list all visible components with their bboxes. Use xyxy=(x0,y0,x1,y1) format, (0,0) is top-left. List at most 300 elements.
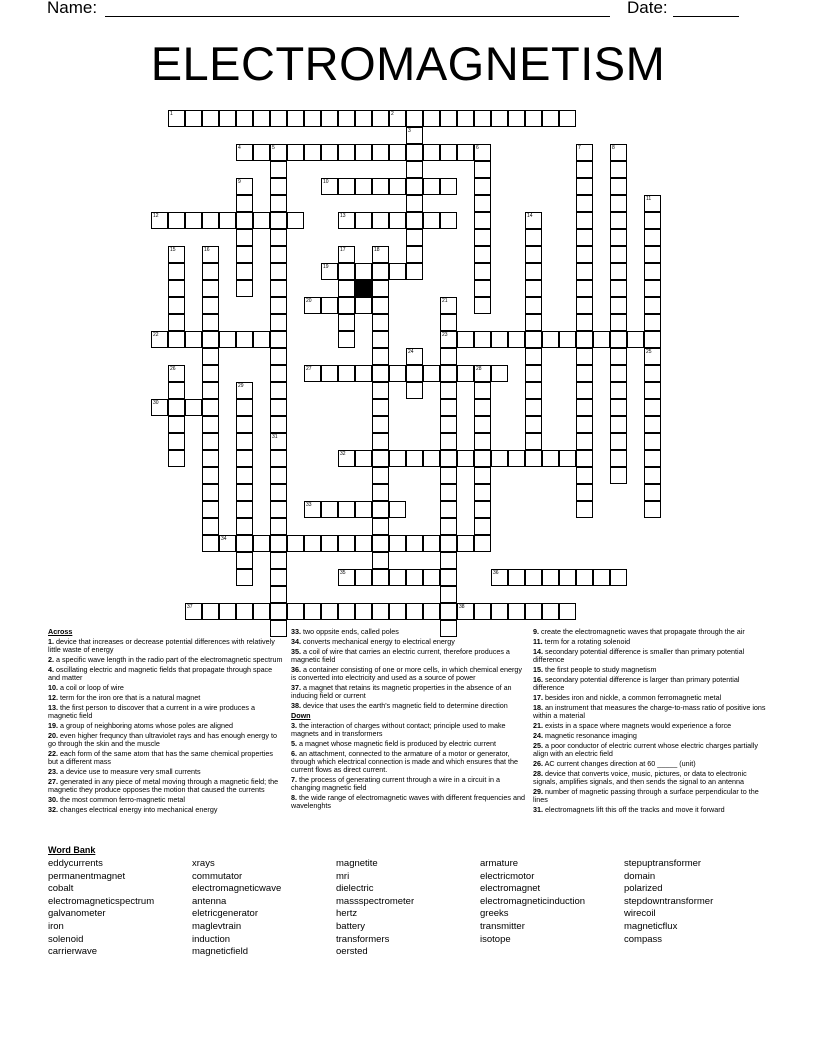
puzzle-cell[interactable] xyxy=(474,501,491,518)
puzzle-cell[interactable] xyxy=(236,569,253,586)
puzzle-cell[interactable] xyxy=(474,246,491,263)
puzzle-cell[interactable] xyxy=(440,450,457,467)
puzzle-cell[interactable] xyxy=(202,399,219,416)
puzzle-cell[interactable] xyxy=(474,518,491,535)
puzzle-cell[interactable] xyxy=(168,314,185,331)
puzzle-cell[interactable] xyxy=(270,603,287,620)
puzzle-cell[interactable] xyxy=(525,263,542,280)
puzzle-cell[interactable] xyxy=(304,144,321,161)
puzzle-cell[interactable] xyxy=(525,433,542,450)
puzzle-cell[interactable] xyxy=(423,110,440,127)
puzzle-cell[interactable] xyxy=(270,229,287,246)
puzzle-cell[interactable] xyxy=(491,603,508,620)
puzzle-cell[interactable] xyxy=(236,399,253,416)
puzzle-cell[interactable] xyxy=(168,110,185,127)
puzzle-cell[interactable] xyxy=(236,484,253,501)
puzzle-cell[interactable] xyxy=(372,348,389,365)
puzzle-cell[interactable] xyxy=(202,433,219,450)
puzzle-cell[interactable] xyxy=(253,212,270,229)
puzzle-cell[interactable] xyxy=(236,416,253,433)
puzzle-cell[interactable] xyxy=(389,535,406,552)
puzzle-cell[interactable] xyxy=(525,399,542,416)
puzzle-cell[interactable] xyxy=(457,331,474,348)
puzzle-cell[interactable] xyxy=(542,603,559,620)
puzzle-cell[interactable] xyxy=(304,110,321,127)
puzzle-cell[interactable] xyxy=(644,331,661,348)
puzzle-cell[interactable] xyxy=(406,535,423,552)
puzzle-cell[interactable] xyxy=(372,433,389,450)
puzzle-cell[interactable] xyxy=(406,229,423,246)
puzzle-cell[interactable] xyxy=(457,450,474,467)
puzzle-cell[interactable] xyxy=(168,382,185,399)
puzzle-cell[interactable] xyxy=(270,110,287,127)
puzzle-cell[interactable] xyxy=(525,212,542,229)
puzzle-cell[interactable] xyxy=(440,365,457,382)
puzzle-cell[interactable] xyxy=(168,331,185,348)
puzzle-cell[interactable] xyxy=(236,450,253,467)
puzzle-cell[interactable] xyxy=(644,195,661,212)
puzzle-cell[interactable] xyxy=(610,365,627,382)
puzzle-cell[interactable] xyxy=(440,144,457,161)
puzzle-cell[interactable] xyxy=(321,297,338,314)
puzzle-cell[interactable] xyxy=(185,603,202,620)
puzzle-cell[interactable] xyxy=(644,382,661,399)
puzzle-cell[interactable] xyxy=(270,263,287,280)
puzzle-cell[interactable] xyxy=(372,314,389,331)
puzzle-cell[interactable] xyxy=(508,331,525,348)
puzzle-cell[interactable] xyxy=(236,229,253,246)
puzzle-cell[interactable] xyxy=(576,399,593,416)
puzzle-cell[interactable] xyxy=(474,178,491,195)
puzzle-cell[interactable] xyxy=(202,416,219,433)
puzzle-cell[interactable] xyxy=(219,535,236,552)
puzzle-cell[interactable] xyxy=(338,535,355,552)
puzzle-cell[interactable] xyxy=(338,603,355,620)
puzzle-cell[interactable] xyxy=(321,535,338,552)
puzzle-cell[interactable] xyxy=(202,246,219,263)
puzzle-cell[interactable] xyxy=(202,535,219,552)
puzzle-cell[interactable] xyxy=(321,603,338,620)
puzzle-cell[interactable] xyxy=(406,569,423,586)
puzzle-cell[interactable] xyxy=(610,433,627,450)
puzzle-cell[interactable] xyxy=(457,535,474,552)
puzzle-cell[interactable] xyxy=(406,450,423,467)
puzzle-cell[interactable] xyxy=(202,331,219,348)
puzzle-cell[interactable] xyxy=(406,110,423,127)
puzzle-cell[interactable] xyxy=(168,399,185,416)
puzzle-cell[interactable] xyxy=(474,263,491,280)
puzzle-cell[interactable] xyxy=(270,586,287,603)
puzzle-cell[interactable] xyxy=(542,331,559,348)
puzzle-cell[interactable] xyxy=(202,501,219,518)
puzzle-cell[interactable] xyxy=(576,450,593,467)
puzzle-cell[interactable] xyxy=(236,110,253,127)
puzzle-cell[interactable] xyxy=(610,144,627,161)
puzzle-cell[interactable] xyxy=(253,110,270,127)
puzzle-cell[interactable] xyxy=(610,195,627,212)
puzzle-cell[interactable] xyxy=(372,552,389,569)
puzzle-cell[interactable] xyxy=(287,535,304,552)
puzzle-cell[interactable] xyxy=(355,535,372,552)
puzzle-cell[interactable] xyxy=(576,229,593,246)
puzzle-cell[interactable] xyxy=(440,110,457,127)
puzzle-cell[interactable] xyxy=(236,433,253,450)
puzzle-cell[interactable] xyxy=(406,246,423,263)
puzzle-cell[interactable] xyxy=(440,501,457,518)
puzzle-cell[interactable] xyxy=(287,110,304,127)
puzzle-cell[interactable] xyxy=(474,399,491,416)
puzzle-cell[interactable] xyxy=(236,280,253,297)
puzzle-cell[interactable] xyxy=(168,297,185,314)
puzzle-cell[interactable] xyxy=(338,365,355,382)
puzzle-cell[interactable] xyxy=(338,450,355,467)
puzzle-cell[interactable] xyxy=(355,569,372,586)
puzzle-cell[interactable] xyxy=(372,603,389,620)
puzzle-cell[interactable] xyxy=(576,212,593,229)
puzzle-cell[interactable] xyxy=(474,365,491,382)
puzzle-cell[interactable] xyxy=(423,365,440,382)
puzzle-cell[interactable] xyxy=(202,110,219,127)
date-field[interactable] xyxy=(673,16,739,17)
puzzle-cell[interactable] xyxy=(644,297,661,314)
puzzle-cell[interactable] xyxy=(270,297,287,314)
puzzle-cell[interactable] xyxy=(185,331,202,348)
puzzle-cell[interactable] xyxy=(355,501,372,518)
puzzle-cell[interactable] xyxy=(440,433,457,450)
puzzle-cell[interactable] xyxy=(202,297,219,314)
puzzle-cell[interactable] xyxy=(610,569,627,586)
puzzle-cell[interactable] xyxy=(644,246,661,263)
puzzle-cell[interactable] xyxy=(151,331,168,348)
puzzle-cell[interactable] xyxy=(559,110,576,127)
puzzle-cell[interactable] xyxy=(610,331,627,348)
puzzle-cell[interactable] xyxy=(610,178,627,195)
puzzle-cell[interactable] xyxy=(576,161,593,178)
puzzle-cell[interactable] xyxy=(525,569,542,586)
puzzle-cell[interactable] xyxy=(270,501,287,518)
puzzle-cell[interactable] xyxy=(559,331,576,348)
puzzle-cell[interactable] xyxy=(321,365,338,382)
puzzle-cell[interactable] xyxy=(338,110,355,127)
puzzle-cell[interactable] xyxy=(440,484,457,501)
puzzle-cell[interactable] xyxy=(576,382,593,399)
puzzle-cell[interactable] xyxy=(457,365,474,382)
puzzle-cell[interactable] xyxy=(491,450,508,467)
puzzle-cell[interactable] xyxy=(372,246,389,263)
puzzle-cell[interactable] xyxy=(372,263,389,280)
puzzle-cell[interactable] xyxy=(440,314,457,331)
puzzle-cell[interactable] xyxy=(372,178,389,195)
puzzle-cell[interactable] xyxy=(202,603,219,620)
puzzle-cell[interactable] xyxy=(372,518,389,535)
puzzle-cell[interactable] xyxy=(610,450,627,467)
puzzle-cell[interactable] xyxy=(576,144,593,161)
puzzle-cell[interactable] xyxy=(491,110,508,127)
puzzle-cell[interactable] xyxy=(168,246,185,263)
puzzle-cell[interactable] xyxy=(576,501,593,518)
puzzle-cell[interactable] xyxy=(474,535,491,552)
puzzle-cell[interactable] xyxy=(474,450,491,467)
puzzle-cell[interactable] xyxy=(355,263,372,280)
puzzle-cell[interactable] xyxy=(338,331,355,348)
puzzle-cell[interactable] xyxy=(474,110,491,127)
puzzle-cell[interactable] xyxy=(253,535,270,552)
puzzle-cell[interactable] xyxy=(576,195,593,212)
puzzle-cell[interactable] xyxy=(644,433,661,450)
puzzle-cell[interactable] xyxy=(525,603,542,620)
puzzle-cell[interactable] xyxy=(508,569,525,586)
puzzle-cell[interactable] xyxy=(236,552,253,569)
puzzle-cell[interactable] xyxy=(270,569,287,586)
puzzle-cell[interactable] xyxy=(474,195,491,212)
puzzle-cell[interactable] xyxy=(525,416,542,433)
puzzle-cell[interactable] xyxy=(202,365,219,382)
puzzle-cell[interactable] xyxy=(338,314,355,331)
puzzle-cell[interactable] xyxy=(389,569,406,586)
puzzle-cell[interactable] xyxy=(168,263,185,280)
puzzle-cell[interactable] xyxy=(440,331,457,348)
puzzle-cell[interactable] xyxy=(644,314,661,331)
puzzle-cell[interactable] xyxy=(219,110,236,127)
puzzle-cell[interactable] xyxy=(372,501,389,518)
puzzle-cell[interactable] xyxy=(270,331,287,348)
puzzle-cell[interactable] xyxy=(474,280,491,297)
puzzle-cell[interactable] xyxy=(202,212,219,229)
puzzle-cell[interactable] xyxy=(236,331,253,348)
puzzle-cell[interactable] xyxy=(406,178,423,195)
puzzle-cell[interactable] xyxy=(423,212,440,229)
puzzle-cell[interactable] xyxy=(270,178,287,195)
puzzle-cell[interactable] xyxy=(576,467,593,484)
puzzle-cell[interactable] xyxy=(372,484,389,501)
puzzle-cell[interactable] xyxy=(355,212,372,229)
puzzle-cell[interactable] xyxy=(219,212,236,229)
puzzle-cell[interactable] xyxy=(525,229,542,246)
puzzle-cell[interactable] xyxy=(491,569,508,586)
puzzle-cell[interactable] xyxy=(423,569,440,586)
puzzle-cell[interactable] xyxy=(287,603,304,620)
puzzle-cell[interactable] xyxy=(202,314,219,331)
puzzle-cell[interactable] xyxy=(270,195,287,212)
puzzle-cell[interactable] xyxy=(372,297,389,314)
puzzle-cell[interactable] xyxy=(253,331,270,348)
puzzle-cell[interactable] xyxy=(406,144,423,161)
puzzle-cell[interactable] xyxy=(321,144,338,161)
puzzle-cell[interactable] xyxy=(236,178,253,195)
puzzle-cell[interactable] xyxy=(423,535,440,552)
puzzle-cell[interactable] xyxy=(270,467,287,484)
puzzle-cell[interactable] xyxy=(610,161,627,178)
puzzle-cell[interactable] xyxy=(253,603,270,620)
puzzle-cell[interactable] xyxy=(576,416,593,433)
puzzle-cell[interactable] xyxy=(491,331,508,348)
puzzle-cell[interactable] xyxy=(457,110,474,127)
puzzle-cell[interactable] xyxy=(508,450,525,467)
puzzle-cell[interactable] xyxy=(253,144,270,161)
puzzle-cell[interactable] xyxy=(168,433,185,450)
puzzle-cell[interactable] xyxy=(644,212,661,229)
puzzle-cell[interactable] xyxy=(610,467,627,484)
puzzle-cell[interactable] xyxy=(440,212,457,229)
puzzle-cell[interactable] xyxy=(440,552,457,569)
puzzle-cell[interactable] xyxy=(389,603,406,620)
puzzle-cell[interactable] xyxy=(525,110,542,127)
puzzle-cell[interactable] xyxy=(202,263,219,280)
puzzle-cell[interactable] xyxy=(440,348,457,365)
puzzle-cell[interactable] xyxy=(270,518,287,535)
puzzle-cell[interactable] xyxy=(610,263,627,280)
puzzle-cell[interactable] xyxy=(610,348,627,365)
puzzle-cell[interactable] xyxy=(644,280,661,297)
puzzle-cell[interactable] xyxy=(423,178,440,195)
puzzle-cell[interactable] xyxy=(525,280,542,297)
puzzle-cell[interactable] xyxy=(372,331,389,348)
puzzle-cell[interactable] xyxy=(270,433,287,450)
puzzle-cell[interactable] xyxy=(542,110,559,127)
puzzle-cell[interactable] xyxy=(236,212,253,229)
puzzle-cell[interactable] xyxy=(355,144,372,161)
puzzle-cell[interactable] xyxy=(576,484,593,501)
puzzle-cell[interactable] xyxy=(338,263,355,280)
puzzle-cell[interactable] xyxy=(406,365,423,382)
puzzle-cell[interactable] xyxy=(644,501,661,518)
puzzle-cell[interactable] xyxy=(644,399,661,416)
puzzle-cell[interactable] xyxy=(338,144,355,161)
puzzle-cell[interactable] xyxy=(202,382,219,399)
puzzle-cell[interactable] xyxy=(389,144,406,161)
puzzle-cell[interactable] xyxy=(202,484,219,501)
puzzle-cell[interactable] xyxy=(440,467,457,484)
puzzle-cell[interactable] xyxy=(372,365,389,382)
puzzle-cell[interactable] xyxy=(610,297,627,314)
puzzle-cell[interactable] xyxy=(508,603,525,620)
puzzle-cell[interactable] xyxy=(474,603,491,620)
puzzle-cell[interactable] xyxy=(474,484,491,501)
puzzle-cell[interactable] xyxy=(236,535,253,552)
puzzle-cell[interactable] xyxy=(576,297,593,314)
puzzle-cell[interactable] xyxy=(440,178,457,195)
puzzle-cell[interactable] xyxy=(610,416,627,433)
puzzle-cell[interactable] xyxy=(491,365,508,382)
puzzle-cell[interactable] xyxy=(338,280,355,297)
puzzle-cell[interactable] xyxy=(389,212,406,229)
puzzle-cell[interactable] xyxy=(525,348,542,365)
puzzle-cell[interactable] xyxy=(576,280,593,297)
puzzle-cell[interactable] xyxy=(644,348,661,365)
puzzle-cell[interactable] xyxy=(270,348,287,365)
puzzle-cell[interactable] xyxy=(576,178,593,195)
puzzle-cell[interactable] xyxy=(593,331,610,348)
puzzle-cell[interactable] xyxy=(474,144,491,161)
puzzle-cell[interactable] xyxy=(270,484,287,501)
puzzle-cell[interactable] xyxy=(372,569,389,586)
puzzle-cell[interactable] xyxy=(610,246,627,263)
puzzle-cell[interactable] xyxy=(236,263,253,280)
puzzle-cell[interactable] xyxy=(576,331,593,348)
puzzle-cell[interactable] xyxy=(389,263,406,280)
puzzle-cell[interactable] xyxy=(542,450,559,467)
puzzle-cell[interactable] xyxy=(168,450,185,467)
puzzle-cell[interactable] xyxy=(304,603,321,620)
puzzle-cell[interactable] xyxy=(525,297,542,314)
puzzle-cell[interactable] xyxy=(474,331,491,348)
puzzle-cell[interactable] xyxy=(236,382,253,399)
puzzle-cell[interactable] xyxy=(610,382,627,399)
puzzle-cell[interactable] xyxy=(338,212,355,229)
puzzle-cell[interactable] xyxy=(644,450,661,467)
puzzle-cell[interactable] xyxy=(610,212,627,229)
puzzle-cell[interactable] xyxy=(440,535,457,552)
puzzle-cell[interactable] xyxy=(542,569,559,586)
puzzle-cell[interactable] xyxy=(236,467,253,484)
puzzle-cell[interactable] xyxy=(270,416,287,433)
puzzle-cell[interactable] xyxy=(389,178,406,195)
puzzle-cell[interactable] xyxy=(270,144,287,161)
puzzle-cell[interactable] xyxy=(304,535,321,552)
puzzle-cell[interactable] xyxy=(474,297,491,314)
puzzle-cell[interactable] xyxy=(372,382,389,399)
puzzle-cell[interactable] xyxy=(151,212,168,229)
puzzle-cell[interactable] xyxy=(423,144,440,161)
puzzle-cell[interactable] xyxy=(202,280,219,297)
puzzle-cell[interactable] xyxy=(423,450,440,467)
puzzle-cell[interactable] xyxy=(355,110,372,127)
puzzle-cell[interactable] xyxy=(525,246,542,263)
puzzle-cell[interactable] xyxy=(440,518,457,535)
puzzle-cell[interactable] xyxy=(406,161,423,178)
puzzle-cell[interactable] xyxy=(440,416,457,433)
puzzle-cell[interactable] xyxy=(559,603,576,620)
puzzle-cell[interactable] xyxy=(236,144,253,161)
puzzle-cell[interactable] xyxy=(151,399,168,416)
puzzle-cell[interactable] xyxy=(644,484,661,501)
puzzle-cell[interactable] xyxy=(338,178,355,195)
puzzle-cell[interactable] xyxy=(236,603,253,620)
puzzle-cell[interactable] xyxy=(474,382,491,399)
puzzle-cell[interactable] xyxy=(270,365,287,382)
puzzle-cell[interactable] xyxy=(440,382,457,399)
puzzle-cell[interactable] xyxy=(440,586,457,603)
puzzle-cell[interactable] xyxy=(270,552,287,569)
puzzle-cell[interactable] xyxy=(474,212,491,229)
puzzle-cell[interactable] xyxy=(474,433,491,450)
puzzle-cell[interactable] xyxy=(576,348,593,365)
puzzle-cell[interactable] xyxy=(525,382,542,399)
puzzle-cell[interactable] xyxy=(576,246,593,263)
puzzle-cell[interactable] xyxy=(236,501,253,518)
puzzle-cell[interactable] xyxy=(423,603,440,620)
puzzle-cell[interactable] xyxy=(644,467,661,484)
puzzle-cell[interactable] xyxy=(372,450,389,467)
puzzle-cell[interactable] xyxy=(440,569,457,586)
puzzle-cell[interactable] xyxy=(644,416,661,433)
puzzle-cell[interactable] xyxy=(406,212,423,229)
puzzle-cell[interactable] xyxy=(321,263,338,280)
puzzle-cell[interactable] xyxy=(304,501,321,518)
puzzle-cell[interactable] xyxy=(406,348,423,365)
puzzle-cell[interactable] xyxy=(474,161,491,178)
puzzle-cell[interactable] xyxy=(474,229,491,246)
puzzle-cell[interactable] xyxy=(525,365,542,382)
puzzle-cell[interactable] xyxy=(644,229,661,246)
puzzle-cell[interactable] xyxy=(270,535,287,552)
puzzle-cell[interactable] xyxy=(185,212,202,229)
puzzle-cell[interactable] xyxy=(610,399,627,416)
puzzle-cell[interactable] xyxy=(355,450,372,467)
puzzle-cell[interactable] xyxy=(236,246,253,263)
puzzle-cell[interactable] xyxy=(372,212,389,229)
puzzle-cell[interactable] xyxy=(627,331,644,348)
